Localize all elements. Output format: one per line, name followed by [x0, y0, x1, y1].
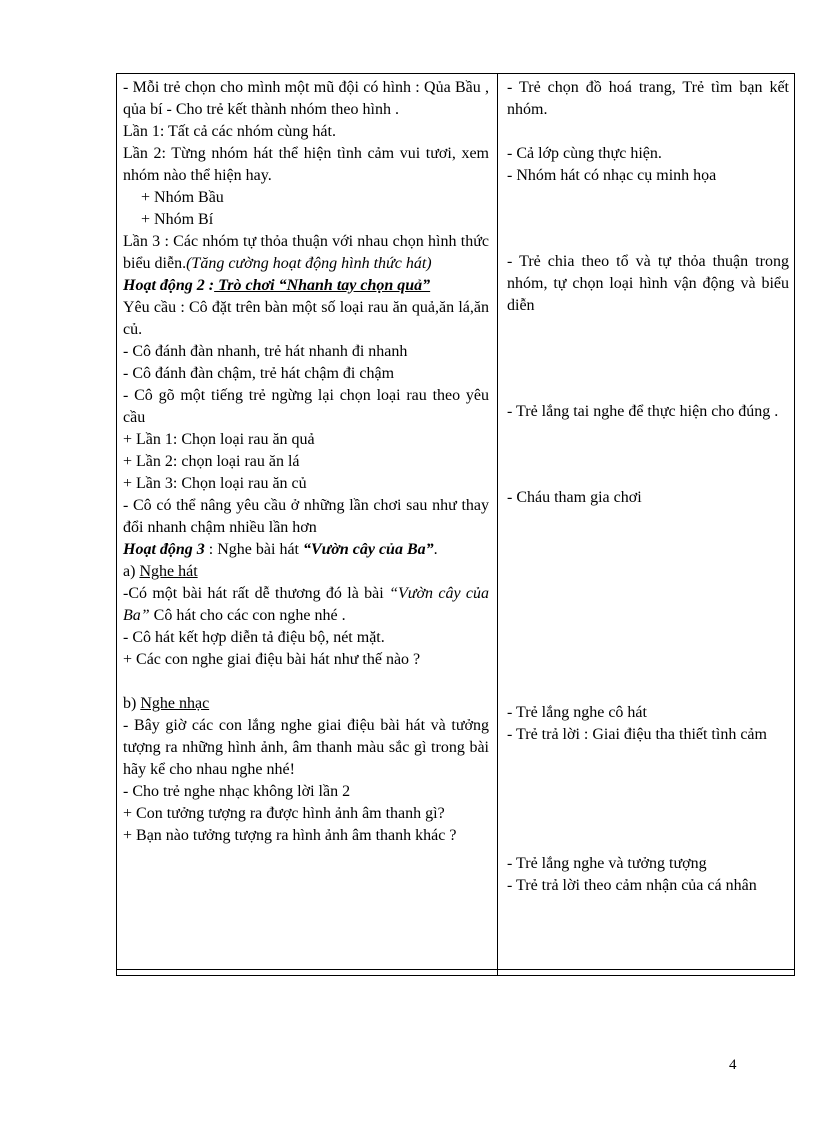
table-bottom-rule	[116, 969, 795, 970]
text-line: Lần 2: Từng nhóm hát thể hiện tình cảm vui tươi, xem nhóm nào thể hiện hay.	[123, 145, 489, 184]
heading-span: .	[433, 541, 438, 558]
text-line: - Bây giờ các con lắng nghe giai điệu bài hát và tưởng tượng ra những hình ảnh, âm thanh màu sắc gì trong bài hãy kể cho nhau nghe nhé!	[123, 717, 489, 778]
text-line: - Trẻ trả lời : Giai điệu tha thiết tình cảm	[507, 726, 767, 743]
text-line	[123, 583, 489, 627]
text-line: - Cho trẻ nghe nhạc không lời lần 2	[123, 783, 351, 800]
activity-2-heading	[123, 275, 489, 297]
text-line: - Mỗi trẻ chọn cho mình một mũ đội có hình : Qủa Bầu , qủa bí - Cho trẻ kết thành nhóm theo hình .	[123, 79, 489, 118]
text-line: - Cô đánh đàn nhanh, trẻ hát nhanh đi nhanh	[123, 343, 408, 360]
text-span: Nghe nhạc	[140, 695, 210, 712]
heading-span: Hoạt động 3	[123, 541, 205, 558]
text-line: - Trẻ lắng nghe cô hát	[507, 704, 647, 721]
text-span: Lần 3 : Các nhóm tự thỏa thuận với nhau chọn hình thức biểu diễn.	[123, 233, 489, 272]
text-line: Yêu cầu : Cô đặt trên bàn một số loại rau ăn quả,ăn lá,ăn củ.	[123, 299, 489, 338]
text-line: + Các con nghe giai điệu bài hát như thế nào ?	[123, 651, 421, 668]
text-line: Lần 1: Tất cả các nhóm cùng hát.	[123, 123, 336, 140]
activity-3-heading	[123, 539, 489, 561]
text-line: + Lần 1: Chọn loại rau ăn quả	[123, 431, 315, 448]
text-line: - Nhóm hát có nhạc cụ minh họa	[507, 167, 717, 184]
text-span: “Vườn cây của Ba”	[123, 585, 489, 624]
text-line: - Trẻ lắng tai nghe để thực hiện cho đúng .	[507, 403, 779, 420]
teacher-activity-column	[123, 77, 489, 847]
text-line: + Lần 3: Chọn loại rau ăn củ	[123, 475, 307, 492]
text-line: + Con tưởng tượng ra được hình ảnh âm thanh gì?	[123, 805, 445, 822]
heading-span: : Nghe bài hát	[204, 541, 303, 558]
text-line: + Lần 2: chọn loại rau ăn lá	[123, 453, 300, 470]
text-line: - Cô gõ một tiếng trẻ ngừng lại chọn loại rau theo yêu cầu	[123, 387, 489, 426]
text-line: + Nhóm Bí	[141, 211, 214, 228]
text-line: - Cô đánh đàn chậm, trẻ hát chậm đi chậm	[123, 365, 395, 382]
text-span: b)	[123, 695, 141, 712]
text-line: - Trẻ chọn đồ hoá trang, Trẻ tìm bạn kết nhóm.	[507, 79, 789, 118]
text-line: - Cháu tham gia chơi	[507, 489, 642, 506]
text-line	[123, 231, 489, 275]
text-span: Cô hát cho các con nghe nhé .	[149, 607, 346, 624]
section-a-heading	[123, 561, 489, 583]
text-span: (Tăng cường hoạt động hình thức hát)	[186, 255, 432, 272]
text-line: - Trẻ lắng nghe và tưởng tượng	[507, 855, 707, 872]
text-line: - Cô hát kết hợp diễn tả điệu bộ, nét mặt.	[123, 629, 385, 646]
lesson-table	[116, 73, 795, 976]
heading-span: Trò chơi “Nhanh tay chọn quả”	[214, 277, 431, 294]
heading-span: Hoạt động 2 :	[123, 277, 215, 294]
text-span: -Có một bài hát rất dễ thương đó là bài	[123, 585, 390, 602]
section-b-heading	[123, 693, 489, 715]
text-line: - Cô có thể nâng yêu cầu ở những lần chơi sau như thay đổi nhanh chậm nhiều lần hơn	[123, 497, 489, 536]
text-line: + Bạn nào tưởng tượng ra hình ảnh âm thanh khác ?	[123, 827, 457, 844]
column-divider	[497, 73, 498, 976]
text-line: - Trẻ trả lời theo cảm nhận của cá nhân	[507, 877, 757, 894]
text-line: - Trẻ chia theo tổ và tự thỏa thuận trong nhóm, tự chọn loại hình vận động và biểu diễn	[507, 253, 789, 314]
heading-span: “Vườn cây của Ba”	[303, 541, 434, 558]
text-span: Nghe hát	[139, 563, 198, 580]
blank-line	[123, 671, 489, 693]
text-line: - Cả lớp cùng thực hiện.	[507, 145, 662, 162]
page-number: 4	[729, 1057, 737, 1073]
text-span: a)	[123, 563, 140, 580]
text-line: + Nhóm Bầu	[141, 189, 224, 206]
